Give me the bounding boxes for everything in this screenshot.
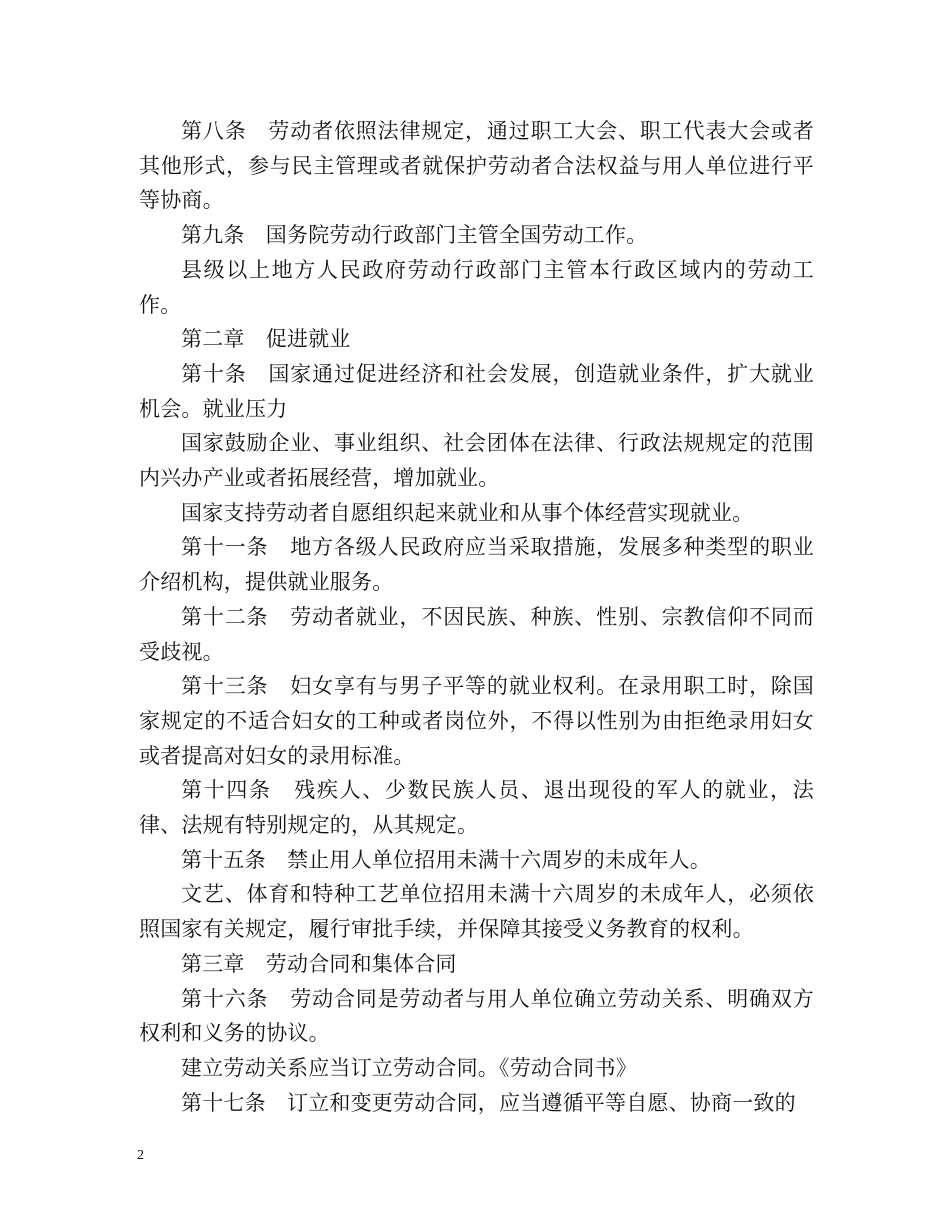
paragraph-article-15-clause-2: 文艺、体育和特种工艺单位招用未满十六周岁的未成年人，必须依照国家有关规定，履行审批手续，并保障其接受义务教育的权利。 xyxy=(139,882,814,942)
paragraph-article-10: 第十条 国家通过促进经济和社会发展，创造就业条件，扩大就业机会。就业压力 xyxy=(139,361,814,421)
chapter-heading-3: 第三章 劳动合同和集体合同 xyxy=(181,951,457,976)
chapter-heading-2: 第二章 促进就业 xyxy=(181,327,351,352)
paragraph-article-16: 第十六条 劳动合同是劳动者与用人单位确立劳动关系、明确双方权利和义务的协议。 xyxy=(139,986,814,1046)
paragraph-article-9: 第九条 国务院劳动行政部门主管全国劳动工作。 xyxy=(181,223,648,248)
paragraph-article-10-clause-3: 国家支持劳动者自愿组织起来就业和从事个体经营实现就业。 xyxy=(181,500,754,525)
paragraph-article-12: 第十二条 劳动者就业，不因民族、种族、性别、宗教信仰不同而受歧视。 xyxy=(139,604,814,664)
page-number: 2 xyxy=(137,1148,144,1163)
paragraph-article-10-clause-2: 国家鼓励企业、事业组织、社会团体在法律、行政法规规定的范围内兴办产业或者拓展经营，增加就业。 xyxy=(139,431,814,491)
paragraph-article-17: 第十七条 订立和变更劳动合同，应当遵循平等自愿、协商一致的 xyxy=(181,1090,796,1115)
paragraph-article-14: 第十四条 残疾人、少数民族人员、退出现役的军人的就业，法律、法规有特别规定的，从其规定。 xyxy=(139,778,814,838)
paragraph-article-9-clause-2: 县级以上地方人民政府劳动行政部门主管本行政区域内的劳动工作。 xyxy=(139,257,814,317)
paragraph-article-8: 第八条 劳动者依照法律规定，通过职工大会、职工代表大会或者其他形式，参与民主管理或者就保护劳动者合法权益与用人单位进行平等协商。 xyxy=(139,119,814,213)
document-body xyxy=(139,114,814,1120)
paragraph-article-13: 第十三条 妇女享有与男子平等的就业权利。在录用职工时，除国家规定的不适合妇女的工种或者岗位外，不得以性别为由拒绝录用妇女或者提高对妇女的录用标准。 xyxy=(139,674,814,768)
paragraph-article-16-clause-2: 建立劳动关系应当订立劳动合同。《劳动合同书》 xyxy=(181,1055,637,1080)
paragraph-article-11: 第十一条 地方各级人民政府应当采取措施，发展多种类型的职业介绍机构，提供就业服务。 xyxy=(139,535,814,595)
paragraph-article-15: 第十五条 禁止用人单位招用未满十六周岁的未成年人。 xyxy=(181,847,711,872)
